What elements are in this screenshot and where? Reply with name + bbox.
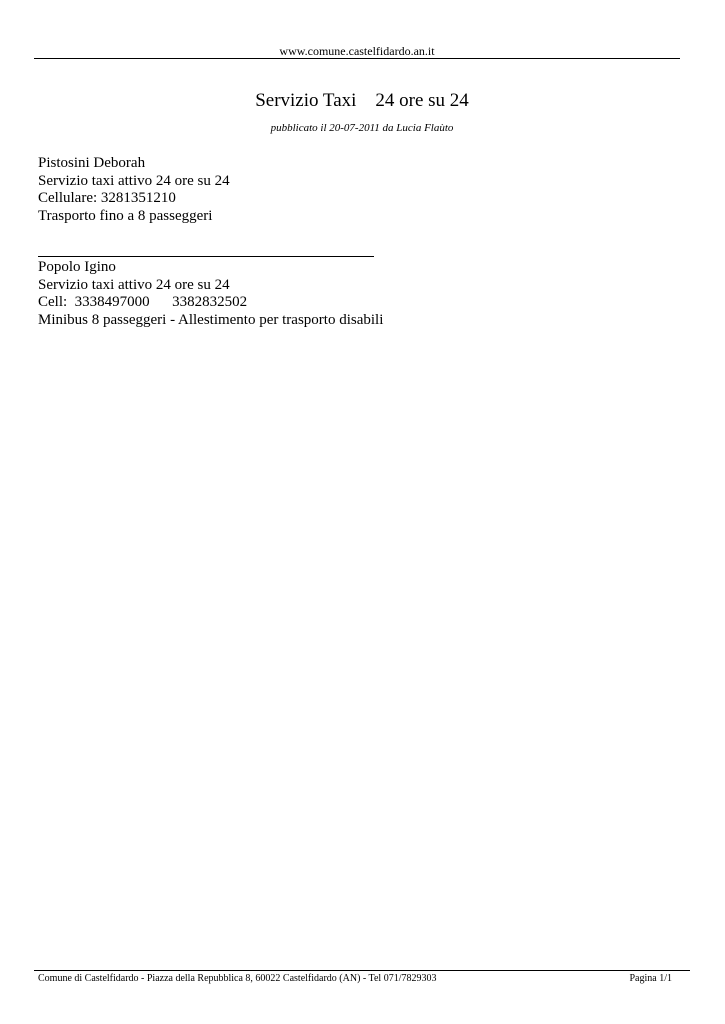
taxi-entry-popolo (38, 259, 383, 329)
entry-service: Servizio taxi attivo 24 ore su 24 (38, 276, 230, 293)
entry-separator (38, 256, 374, 257)
footer-divider (34, 970, 690, 971)
publication-byline: pubblicato il 20-07-2011 da Lucia Flaùto (270, 122, 454, 134)
entry-phone: Cell: 3338497000 3382832502 (38, 294, 248, 310)
entry-details: Minibus 8 passeggeri - Allestimento per trasporto disabili (38, 311, 384, 328)
entry-details: Trasporto fino a 8 passeggeri (38, 207, 213, 224)
entry-service: Servizio taxi attivo 24 ore su 24 (38, 172, 230, 189)
page-title: Servizio Taxi 24 ore su 24 (255, 90, 469, 111)
taxi-entry-pistosini (38, 155, 230, 225)
footer-address: Comune di Castelfidardo - Piazza della Repubblica 8, 60022 Castelfidardo (AN) - Tel 071/7829303 (38, 973, 437, 984)
page-number: Pagina 1/1 (629, 973, 672, 984)
entry-name: Pistosini Deborah (38, 155, 146, 171)
site-url-header: www.comune.castelfidardo.an.it (279, 44, 435, 58)
entry-phone: Cellulare: 3281351210 (38, 190, 176, 206)
entry-name: Popolo Igino (38, 259, 116, 275)
header-divider (34, 58, 680, 59)
